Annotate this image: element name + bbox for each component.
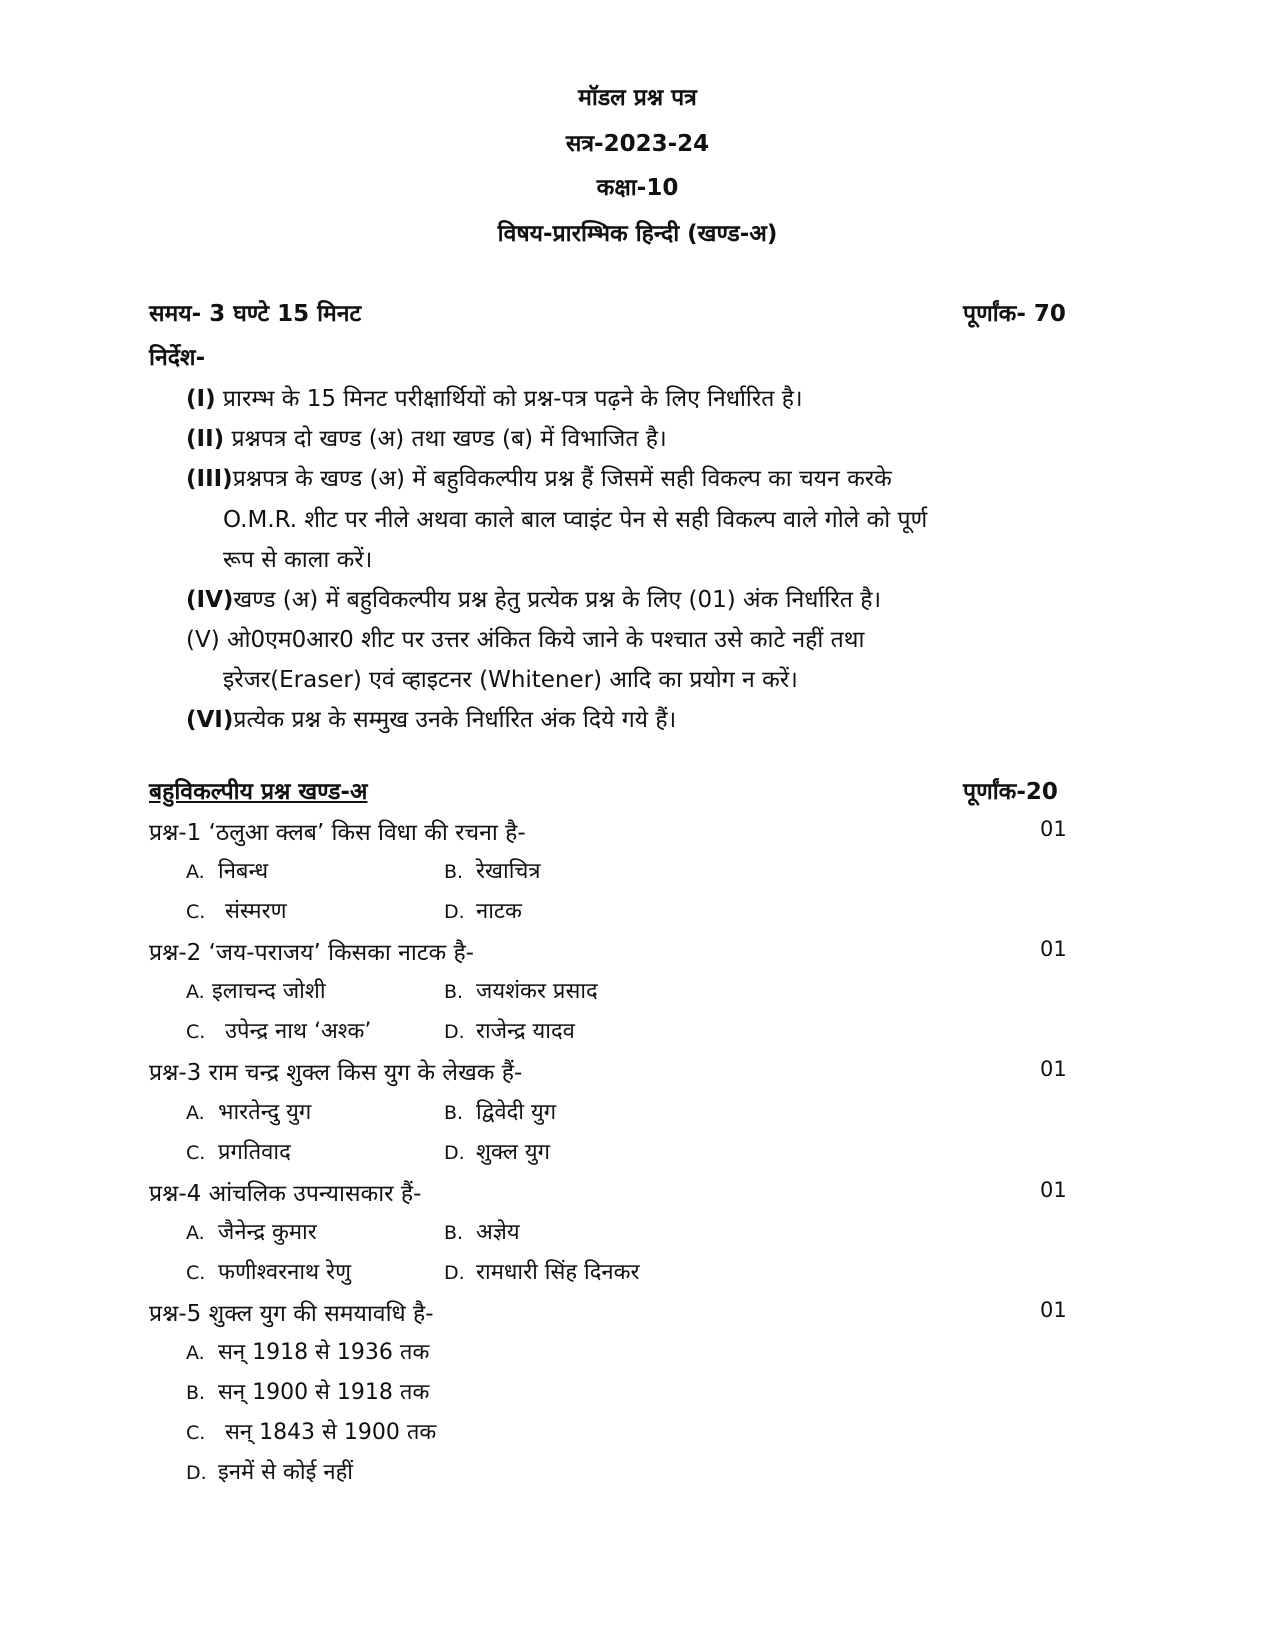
option-b: B. सन् 1900 से 1918 तक bbox=[186, 1380, 430, 1405]
option-d: D. राजेन्द्र यादव bbox=[444, 1019, 575, 1044]
option-d: D. नाटक bbox=[444, 899, 522, 924]
instruction-item bbox=[186, 622, 864, 654]
instruction-text: प्रारम्भ के 15 मिनट परीक्षार्थियों को प्रश्न-पत्र पढ़ने के लिए निर्धारित है। bbox=[215, 386, 803, 412]
instruction-number: (II) bbox=[186, 426, 225, 452]
option-c: C. प्रगतिवाद bbox=[186, 1140, 291, 1165]
question-text: प्रश्न-5 शुक्ल युग की समयावधि है- bbox=[149, 1301, 434, 1327]
session-label: सत्र-2023-24 bbox=[565, 131, 710, 157]
total-marks-label: पूर्णांक- 70 bbox=[963, 301, 1066, 327]
option-c: C. उपेन्द्र नाथ ‘अश्क’ bbox=[186, 1019, 372, 1044]
question-text: प्रश्न-4 आंचलिक उपन्यासकार हैं- bbox=[149, 1181, 422, 1207]
question-marks: 01 bbox=[1040, 1178, 1067, 1202]
instruction-number: (IV) bbox=[186, 587, 234, 613]
instruction-text: प्रत्येक प्रश्न के सम्मुख उनके निर्धारित अंक दिये गये हैं। bbox=[233, 707, 677, 733]
instruction-text: खण्ड (अ) में बहुविकल्पीय प्रश्न हेतु प्रत्येक प्रश्न के लिए (01) अंक निर्धारित है। bbox=[233, 587, 882, 613]
instruction-item bbox=[186, 702, 676, 734]
option-c: C. सन् 1843 से 1900 तक bbox=[186, 1420, 437, 1445]
instruction-item bbox=[186, 582, 881, 614]
option-a: A. इलाचन्द जोशी bbox=[186, 979, 326, 1004]
instruction-continuation: रूप से काला करें। bbox=[223, 547, 373, 573]
time-label: समय- 3 घण्टे 15 मिनट bbox=[149, 301, 362, 327]
instruction-continuation: O.M.R. शीट पर नीले अथवा काले बाल प्वाइंट पेन से सही विकल्प वाले गोले को पूर्ण bbox=[223, 507, 928, 533]
class-label: कक्षा-10 bbox=[596, 175, 679, 201]
question-text: प्रश्न-1 ‘ठलुआ क्लब’ किस विधा की रचना है- bbox=[149, 820, 526, 846]
option-a: A. सन् 1918 से 1936 तक bbox=[186, 1340, 430, 1365]
instruction-item bbox=[186, 421, 667, 453]
paper-title: मॉडल प्रश्न पत्र bbox=[578, 85, 697, 111]
subject-label: विषय-प्रारम्भिक हिन्दी (खण्ड-अ) bbox=[497, 221, 778, 247]
option-d: D. रामधारी सिंह दिनकर bbox=[444, 1260, 640, 1285]
instruction-text: प्रश्नपत्र के खण्ड (अ) में बहुविकल्पीय प्रश्न हैं जिसमें सही विकल्प का चयन करके bbox=[232, 466, 892, 492]
instruction-text: प्रश्नपत्र दो खण्ड (अ) तथा खण्ड (ब) में विभाजित है। bbox=[224, 426, 667, 452]
option-b: B. जयशंकर प्रसाद bbox=[444, 979, 598, 1004]
question-text: प्रश्न-2 ‘जय-पराजय’ किसका नाटक है- bbox=[149, 940, 474, 966]
question-marks: 01 bbox=[1040, 817, 1067, 841]
instruction-number: (III) bbox=[186, 466, 233, 492]
instruction-continuation: इरेजर(Eraser) एवं व्हाइटनर (Whitener) आदि का प्रयोग न करें। bbox=[223, 667, 798, 693]
option-b: B. अज्ञेय bbox=[444, 1220, 520, 1245]
option-b: B. द्विवेदी युग bbox=[444, 1100, 557, 1125]
question-marks: 01 bbox=[1040, 937, 1067, 961]
option-d: D. शुक्ल युग bbox=[444, 1140, 551, 1165]
section-title: बहुविकल्पीय प्रश्न खण्ड-अ bbox=[149, 779, 368, 805]
section-marks: पूर्णांक-20 bbox=[963, 779, 1058, 805]
option-c: C. फणीश्वरनाथ रेणु bbox=[186, 1260, 352, 1285]
instruction-item bbox=[186, 461, 1081, 493]
question-text: प्रश्न-3 राम चन्द्र शुक्ल किस युग के लेखक हैं- bbox=[149, 1060, 523, 1086]
option-d: D. इनमें से कोई नहीं bbox=[186, 1460, 354, 1485]
instruction-number: (I) bbox=[186, 386, 216, 412]
question-marks: 01 bbox=[1040, 1298, 1067, 1322]
option-b: B. रेखाचित्र bbox=[444, 859, 541, 884]
option-a: A. निबन्ध bbox=[186, 859, 269, 884]
instructions-heading: निर्देश- bbox=[149, 345, 206, 371]
instruction-item bbox=[186, 381, 803, 413]
instruction-number: (VI) bbox=[186, 707, 234, 733]
question-marks: 01 bbox=[1040, 1057, 1067, 1081]
instruction-number: (V) bbox=[186, 627, 220, 653]
instruction-text: ओ0एम0आर0 शीट पर उत्तर अंकित किये जाने के पश्चात उसे काटे नहीं तथा bbox=[219, 627, 865, 653]
option-c: C. संस्मरण bbox=[186, 899, 287, 924]
option-a: A. भारतेन्दु युग bbox=[186, 1100, 312, 1125]
option-a: A. जैनेन्द्र कुमार bbox=[186, 1220, 317, 1245]
